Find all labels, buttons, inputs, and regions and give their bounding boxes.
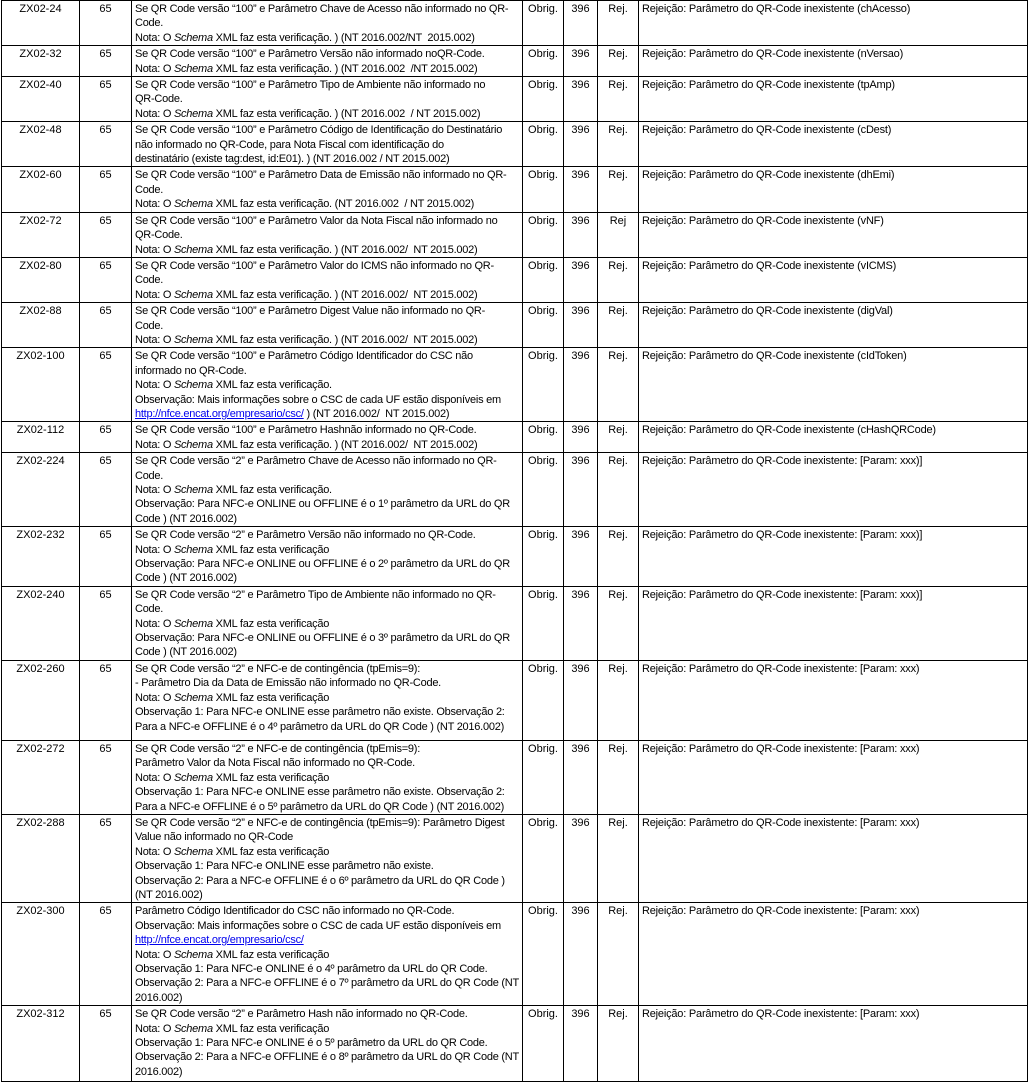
description-line (135, 438, 519, 452)
description-line: Value não informado no QR-Code (135, 831, 294, 844)
model-cell: 65 (80, 453, 132, 527)
note-prefix: Nota: O (135, 845, 174, 858)
message-code-cell: 396 (564, 46, 598, 77)
rule-description-cell (132, 303, 523, 348)
rule-description-cell (132, 167, 523, 212)
note-prefix: Nota: O (135, 333, 174, 346)
note-suffix: XML faz esta verificação (212, 617, 330, 630)
message-code-cell: 396 (564, 303, 598, 348)
table-row (2, 422, 1028, 453)
effect-cell: Rej (598, 212, 639, 257)
description-line: Observação 1: Para NFC-e ONLINE esse parâmetro não existe. Observação 2: (135, 706, 505, 719)
rule-description-cell (132, 212, 523, 257)
model-cell: 65 (80, 167, 132, 212)
message-code-cell: 396 (564, 527, 598, 587)
description-line: Se QR Code versão “100” e Parâmetro Hashnão informado no QR-Code. (135, 424, 477, 437)
note-suffix: XML faz esta verificação. ) (NT 2016.002/ NT 2015.002) (212, 438, 478, 451)
schema-term: Schema (173, 198, 213, 211)
message-code-cell: 396 (564, 1, 598, 46)
message-code-cell: 396 (564, 348, 598, 422)
csc-info-link[interactable]: http://nfce.encat.org/empresario/csc/ (135, 407, 304, 420)
message-code-cell: 396 (564, 740, 598, 814)
applicability-cell: Obrig. (523, 122, 564, 167)
description-line: Se QR Code versão “100” e Parâmetro Valor da Nota Fiscal não informado no (135, 214, 498, 227)
effect-cell: Rej. (598, 453, 639, 527)
table-row (2, 122, 1028, 167)
applicability-cell: Obrig. (523, 527, 564, 587)
rule-code-cell: ZX02-224 (2, 453, 80, 527)
description-line: Se QR Code versão “100” e Parâmetro Data de Emissão não informado no QR- (135, 169, 507, 182)
description-line: Se QR Code versão “100” e Parâmetro Digest Value não informado no QR- (135, 305, 486, 318)
description-line (135, 197, 519, 211)
rule-code-cell: ZX02-112 (2, 422, 80, 453)
rule-code-cell: ZX02-272 (2, 740, 80, 814)
description-line: Se QR Code versão “2” e Parâmetro Versão não informado no QR-Code. (135, 529, 476, 542)
note-prefix: Nota: O (135, 243, 174, 256)
rule-code-cell: ZX02-24 (2, 1, 80, 46)
rejection-message-cell: Rejeição: Parâmetro do QR-Code inexistente (chAcesso) (639, 1, 1028, 46)
description-line: Code. (135, 274, 164, 287)
note-prefix: Nota: O (135, 948, 174, 961)
rule-description-cell (132, 814, 523, 902)
rule-code-cell: ZX02-60 (2, 167, 80, 212)
note-prefix: Nota: O (135, 107, 174, 120)
rule-code-cell: ZX02-72 (2, 212, 80, 257)
applicability-cell: Obrig. (523, 453, 564, 527)
model-cell: 65 (80, 1, 132, 46)
description-line (135, 948, 519, 962)
effect-cell: Rej. (598, 422, 639, 453)
effect-cell: Rej. (598, 122, 639, 167)
rule-code-cell: ZX02-300 (2, 903, 80, 1006)
description-line (135, 691, 519, 705)
table-row (2, 1, 1028, 46)
effect-cell: Rej. (598, 740, 639, 814)
note-suffix: XML faz esta verificação. (212, 379, 332, 392)
description-line: Observação 2: Para a NFC-e OFFLINE é o 6º parâmetro da URL do QR Code ) (135, 874, 505, 887)
rules-table-body (2, 1, 1028, 1082)
note-prefix: Nota: O (135, 617, 174, 630)
description-line: Code ) (NT 2016.002) (135, 572, 237, 585)
rule-description-cell (132, 77, 523, 122)
table-row (2, 46, 1028, 77)
rule-description-cell (132, 903, 523, 1006)
note-suffix: XML faz esta verificação. ) (NT 2016.002/NT 2015.002) (212, 31, 475, 44)
schema-term: Schema (173, 379, 213, 392)
message-code-cell: 396 (564, 1006, 598, 1082)
note-suffix: XML faz esta verificação. (NT 2016.002 / NT 2015.002) (212, 198, 475, 211)
schema-term: Schema (173, 62, 213, 75)
description-line: (NT 2016.002) (135, 888, 203, 901)
model-cell: 65 (80, 527, 132, 587)
description-line: Observação 1: Para NFC-e ONLINE é o 5º parâmetro da URL do QR Code. (135, 1037, 488, 1049)
description-line: Observação: Mais informações sobre o CSC de cada UF estão disponíveis em (135, 919, 501, 932)
note-suffix: ) (NT 2016.002/ NT 2015.002) (303, 407, 450, 420)
model-cell: 65 (80, 46, 132, 77)
description-line (135, 243, 519, 257)
rule-code-cell: ZX02-88 (2, 303, 80, 348)
table-row (2, 586, 1028, 660)
applicability-cell: Obrig. (523, 814, 564, 902)
model-cell: 65 (80, 422, 132, 453)
model-cell: 65 (80, 77, 132, 122)
rule-code-cell: ZX02-40 (2, 77, 80, 122)
description-line: QR-Code. (135, 229, 183, 242)
description-line: Observação: Mais informações sobre o CSC de cada UF estão disponíveis em (135, 393, 501, 406)
description-line (135, 933, 519, 947)
model-cell: 65 (80, 348, 132, 422)
schema-term: Schema (173, 948, 213, 961)
table-row (2, 903, 1028, 1006)
model-cell: 65 (80, 814, 132, 902)
description-line (135, 483, 519, 497)
table-row (2, 660, 1028, 740)
rule-code-cell: ZX02-100 (2, 348, 80, 422)
table-row (2, 167, 1028, 212)
rule-description-cell (132, 586, 523, 660)
rule-description-cell (132, 660, 523, 740)
description-line: Code. (135, 319, 164, 332)
rejection-message-cell: Rejeição: Parâmetro do QR-Code inexistente (dhEmi) (639, 167, 1028, 212)
message-code-cell: 396 (564, 167, 598, 212)
description-line (135, 288, 519, 302)
effect-cell: Rej. (598, 586, 639, 660)
rule-description-cell (132, 257, 523, 302)
rejection-message-cell: Rejeição: Parâmetro do QR-Code inexistente (nVersao) (639, 46, 1028, 77)
rule-code-cell: ZX02-32 (2, 46, 80, 77)
effect-cell: Rej. (598, 167, 639, 212)
model-cell: 65 (80, 586, 132, 660)
rejection-message-cell: Rejeição: Parâmetro do QR-Code inexistente: [Param: xxx) (639, 660, 1028, 740)
rule-code-cell: ZX02-80 (2, 257, 80, 302)
message-code-cell: 396 (564, 814, 598, 902)
note-suffix: XML faz esta verificação (212, 845, 330, 858)
rejection-message-cell: Rejeição: Parâmetro do QR-Code inexistente (digVal) (639, 303, 1028, 348)
description-line (135, 62, 519, 76)
description-line: não informado no QR-Code, para Nota Fiscal com identificação do (135, 138, 444, 151)
description-line: Se QR Code versão “100” e Parâmetro Chave de Acesso não informado no QR- (135, 3, 509, 15)
message-code-cell: 396 (564, 453, 598, 527)
description-line: Code. (135, 183, 164, 196)
rejection-message-cell: Rejeição: Parâmetro do QR-Code inexistente: [Param: xxx) (639, 740, 1028, 814)
effect-cell: Rej. (598, 1, 639, 46)
rule-description-cell (132, 453, 523, 527)
note-prefix: Nota: O (135, 62, 174, 75)
description-line: Se QR Code versão “2” e NFC-e de contingência (tpEmis=9): Parâmetro Digest (135, 816, 505, 829)
applicability-cell: Obrig. (523, 1, 564, 46)
schema-term: Schema (173, 617, 213, 630)
note-suffix: XML faz esta verificação (212, 543, 330, 556)
rule-code-cell: ZX02-312 (2, 1006, 80, 1082)
note-suffix: XML faz esta verificação. ) (NT 2016.002/ NT 2015.002) (212, 243, 478, 256)
model-cell: 65 (80, 660, 132, 740)
applicability-cell: Obrig. (523, 348, 564, 422)
description-line: Se QR Code versão “2” e NFC-e de contingência (tpEmis=9): (135, 742, 421, 755)
description-line: Se QR Code versão “2” e Parâmetro Chave de Acesso não informado no QR- (135, 455, 497, 468)
note-suffix: XML faz esta verificação. ) (NT 2016.002 /NT 2015.002) (212, 62, 478, 75)
effect-cell: Rej. (598, 903, 639, 1006)
description-line: Observação: Para NFC-e ONLINE ou OFFLINE é o 1º parâmetro da URL do QR (135, 498, 510, 511)
applicability-cell: Obrig. (523, 77, 564, 122)
schema-term: Schema (173, 845, 213, 858)
note-suffix: XML faz esta verificação. ) (NT 2016.002/ NT 2015.002) (212, 288, 478, 301)
description-line: - Parâmetro Dia da Data de Emissão não informado no QR-Code. (135, 677, 441, 690)
description-line (135, 333, 519, 347)
message-code-cell: 396 (564, 422, 598, 453)
rejection-message-cell: Rejeição: Parâmetro do QR-Code inexistente (vICMS) (639, 257, 1028, 302)
rejection-message-cell: Rejeição: Parâmetro do QR-Code inexistente (tpAmp) (639, 77, 1028, 122)
applicability-cell: Obrig. (523, 167, 564, 212)
schema-term: Schema (173, 691, 213, 704)
applicability-cell: Obrig. (523, 257, 564, 302)
note-prefix: Nota: O (135, 691, 174, 704)
effect-cell: Rej. (598, 660, 639, 740)
description-line: Se QR Code versão “100” e Parâmetro Versão não informado noQR-Code. (135, 48, 485, 61)
description-line: Observação: Para NFC-e ONLINE ou OFFLINE é o 2º parâmetro da URL do QR (135, 558, 510, 571)
description-line: Observação 2: Para a NFC-e OFFLINE é o 8º parâmetro da URL do QR Code (NT (135, 1051, 519, 1064)
note-suffix: XML faz esta verificação (212, 1022, 330, 1035)
description-line: Se QR Code versão “100” e Parâmetro Valor do ICMS não informado no QR- (135, 259, 494, 272)
table-row (2, 814, 1028, 902)
message-code-cell: 396 (564, 660, 598, 740)
schema-term: Schema (173, 288, 213, 301)
table-row (2, 453, 1028, 527)
schema-term: Schema (173, 333, 213, 346)
rejection-message-cell: Rejeição: Parâmetro do QR-Code inexistente (cHashQRCode) (639, 422, 1028, 453)
description-line: 2016.002) (135, 991, 183, 1004)
note-prefix: Nota: O (135, 31, 174, 44)
effect-cell: Rej. (598, 257, 639, 302)
description-line (135, 31, 519, 45)
table-row (2, 257, 1028, 302)
description-line (135, 107, 519, 121)
rejection-message-cell: Rejeição: Parâmetro do QR-Code inexistente: [Param: xxx)] (639, 586, 1028, 660)
rule-description-cell (132, 422, 523, 453)
description-line: Code ) (NT 2016.002) (135, 512, 237, 525)
schema-term: Schema (173, 484, 213, 496)
description-line (135, 771, 519, 785)
description-line: Observação 1: Para NFC-e ONLINE esse parâmetro não existe. (135, 860, 434, 873)
description-line: 2016.002) (135, 1065, 183, 1078)
description-line: Code. (135, 17, 164, 30)
description-line (135, 407, 519, 421)
description-line: informado no QR-Code. (135, 364, 247, 377)
note-suffix: XML faz esta verificação (212, 948, 330, 961)
applicability-cell: Obrig. (523, 1006, 564, 1082)
model-cell: 65 (80, 212, 132, 257)
applicability-cell: Obrig. (523, 586, 564, 660)
table-row (2, 303, 1028, 348)
description-line: destinatário (existe tag:dest, id:E01). ) (NT 2016.002 / NT 2015.002) (135, 153, 450, 166)
note-prefix: Nota: O (135, 379, 174, 392)
schema-term: Schema (173, 1022, 213, 1035)
note-prefix: Nota: O (135, 1022, 174, 1035)
rule-description-cell (132, 1006, 523, 1082)
applicability-cell: Obrig. (523, 303, 564, 348)
rejection-message-cell: Rejeição: Parâmetro do QR-Code inexistente: [Param: xxx) (639, 814, 1028, 902)
applicability-cell: Obrig. (523, 46, 564, 77)
rule-description-cell (132, 740, 523, 814)
rule-description-cell (132, 348, 523, 422)
description-line: Para a NFC-e OFFLINE é o 5º parâmetro da URL do QR Code ) (NT 2016.002) (135, 800, 504, 813)
rejection-message-cell: Rejeição: Parâmetro do QR-Code inexistente: [Param: xxx)] (639, 453, 1028, 527)
description-line: Observação 1: Para NFC-e ONLINE é o 4º parâmetro da URL do QR Code. (135, 962, 488, 975)
rejection-message-cell: Rejeição: Parâmetro do QR-Code inexistente (cIdToken) (639, 348, 1028, 422)
message-code-cell: 396 (564, 77, 598, 122)
note-suffix: XML faz esta verificação (212, 771, 330, 784)
effect-cell: Rej. (598, 814, 639, 902)
note-prefix: Nota: O (135, 484, 174, 496)
model-cell: 65 (80, 740, 132, 814)
schema-term: Schema (173, 107, 213, 120)
rule-description-cell (132, 527, 523, 587)
rule-description-cell (132, 122, 523, 167)
note-prefix: Nota: O (135, 198, 174, 211)
description-line: Se QR Code versão “100” e Parâmetro Código Identificador do CSC não (135, 350, 473, 363)
note-prefix: Nota: O (135, 543, 174, 556)
rejection-message-cell: Rejeição: Parâmetro do QR-Code inexistente (cDest) (639, 122, 1028, 167)
model-cell: 65 (80, 303, 132, 348)
table-row (2, 212, 1028, 257)
note-suffix: XML faz esta verificação. ) (NT 2016.002/ NT 2015.002) (212, 333, 478, 346)
note-prefix: Nota: O (135, 771, 174, 784)
description-line (135, 845, 519, 859)
description-line: Code ) (NT 2016.002) (135, 646, 237, 659)
description-line: Se QR Code versão “2” e NFC-e de contingência (tpEmis=9): (135, 662, 421, 675)
description-line (135, 617, 519, 631)
description-line (135, 543, 519, 557)
description-line: Observação 2: Para a NFC-e OFFLINE é o 7º parâmetro da URL do QR Code (NT (135, 977, 519, 990)
effect-cell: Rej. (598, 527, 639, 587)
schema-term: Schema (173, 438, 213, 451)
description-line: Se QR Code versão “2” e Parâmetro Tipo de Ambiente não informado no QR- (135, 588, 496, 601)
table-row (2, 527, 1028, 587)
effect-cell: Rej. (598, 303, 639, 348)
schema-term: Schema (173, 771, 213, 784)
description-line: Code. (135, 469, 164, 482)
rule-description-cell (132, 1, 523, 46)
effect-cell: Rej. (598, 46, 639, 77)
model-cell: 65 (80, 257, 132, 302)
schema-term: Schema (173, 543, 213, 556)
note-suffix: XML faz esta verificação. ) (NT 2016.002 / NT 2015.002) (212, 107, 481, 120)
description-line (135, 1022, 519, 1036)
description-line: Se QR Code versão “100” e Parâmetro Código de Identificação do Destinatário (135, 124, 503, 137)
effect-cell: Rej. (598, 77, 639, 122)
description-line: Se QR Code versão “100” e Parâmetro Tipo de Ambiente não informado no (135, 79, 486, 92)
table-row (2, 77, 1028, 122)
rejection-message-cell: Rejeição: Parâmetro do QR-Code inexistente: [Param: xxx)] (639, 527, 1028, 587)
rejection-message-cell: Rejeição: Parâmetro do QR-Code inexistente (vNF) (639, 212, 1028, 257)
effect-cell: Rej. (598, 1006, 639, 1082)
description-line: Parâmetro Código Identificador do CSC não informado no QR-Code. (135, 905, 455, 918)
schema-term: Schema (173, 243, 213, 256)
model-cell: 65 (80, 122, 132, 167)
message-code-cell: 396 (564, 586, 598, 660)
applicability-cell: Obrig. (523, 212, 564, 257)
rejection-message-cell: Rejeição: Parâmetro do QR-Code inexistente: [Param: xxx) (639, 1006, 1028, 1082)
applicability-cell: Obrig. (523, 422, 564, 453)
note-suffix: XML faz esta verificação. (212, 484, 332, 496)
applicability-cell: Obrig. (523, 660, 564, 740)
table-row (2, 1006, 1028, 1082)
message-code-cell: 396 (564, 122, 598, 167)
description-line: Se QR Code versão “2” e Parâmetro Hash não informado no QR-Code. (135, 1008, 468, 1021)
description-line: Observação 1: Para NFC-e ONLINE esse parâmetro não existe. Observação 2: (135, 786, 505, 799)
rule-code-cell: ZX02-232 (2, 527, 80, 587)
description-line: Para a NFC-e OFFLINE é o 4º parâmetro da URL do QR Code ) (NT 2016.002) (135, 720, 504, 733)
rule-code-cell: ZX02-288 (2, 814, 80, 902)
description-line: QR-Code. (135, 93, 183, 106)
table-row (2, 740, 1028, 814)
description-line (135, 378, 519, 392)
rule-code-cell: ZX02-260 (2, 660, 80, 740)
table-row (2, 348, 1028, 422)
rule-code-cell: ZX02-48 (2, 122, 80, 167)
rule-description-cell (132, 46, 523, 77)
effect-cell: Rej. (598, 348, 639, 422)
rejection-message-cell: Rejeição: Parâmetro do QR-Code inexistente: [Param: xxx) (639, 903, 1028, 1006)
message-code-cell: 396 (564, 257, 598, 302)
model-cell: 65 (80, 903, 132, 1006)
applicability-cell: Obrig. (523, 740, 564, 814)
note-prefix: Nota: O (135, 438, 174, 451)
model-cell: 65 (80, 1006, 132, 1082)
note-prefix: Nota: O (135, 288, 174, 301)
csc-info-link[interactable]: http://nfce.encat.org/empresario/csc/ (135, 934, 304, 947)
note-suffix: XML faz esta verificação (212, 691, 330, 704)
description-line: Code. (135, 603, 164, 616)
description-line: Parâmetro Valor da Nota Fiscal não informado no QR-Code. (135, 757, 415, 770)
schema-term: Schema (173, 31, 213, 44)
applicability-cell: Obrig. (523, 903, 564, 1006)
message-code-cell: 396 (564, 212, 598, 257)
description-line: Observação: Para NFC-e ONLINE ou OFFLINE é o 3º parâmetro da URL do QR (135, 632, 510, 645)
message-code-cell: 396 (564, 903, 598, 1006)
rule-code-cell: ZX02-240 (2, 586, 80, 660)
validation-rules-table (1, 0, 1028, 1082)
